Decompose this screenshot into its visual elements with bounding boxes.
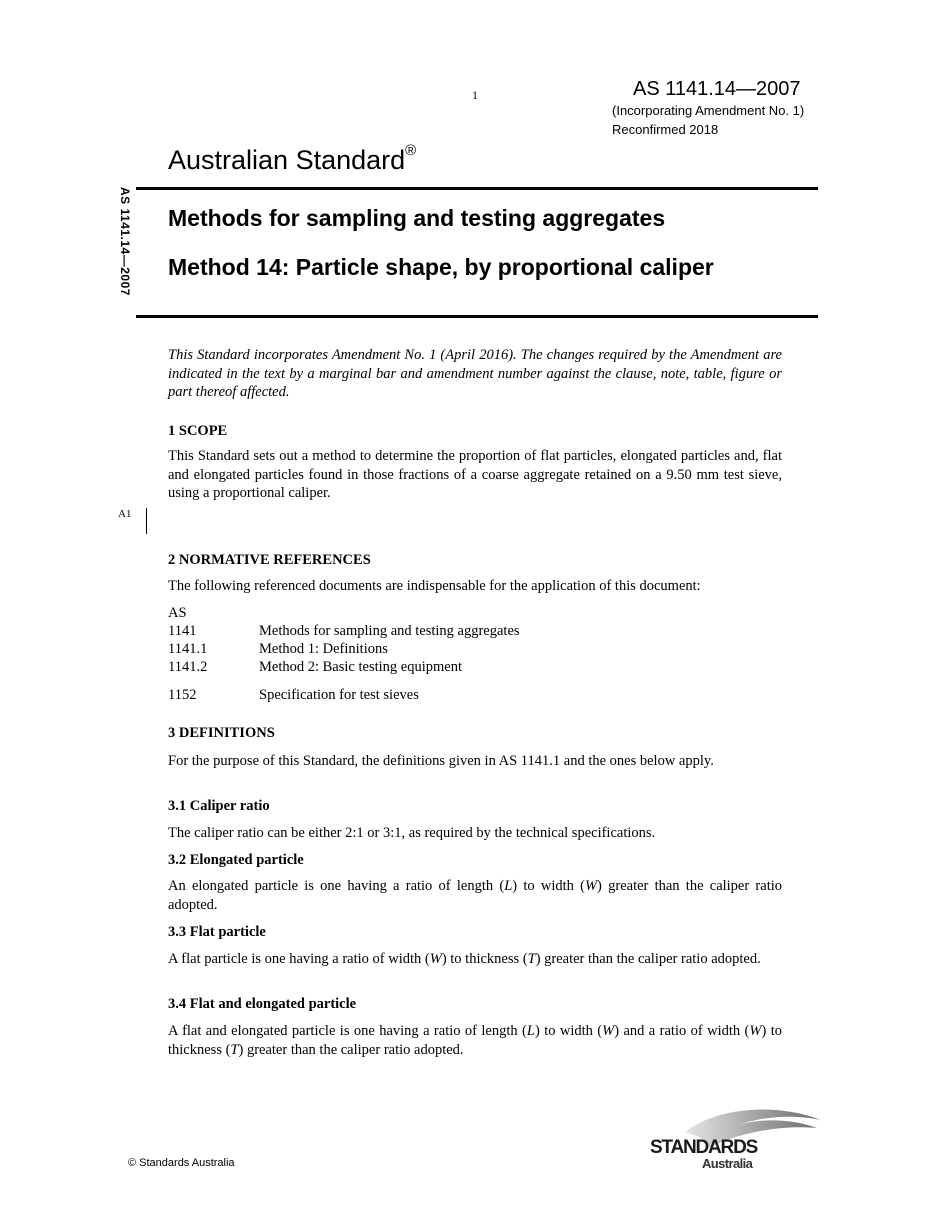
scope-paragraph: This Standard sets out a method to determine the proportion of flat particles, elongated particles and, flat and elongated particles found in those fractions of a coarse aggregate retained on a 9.50 mm test sieve, using a proportional caliper. [168,448,782,501]
reference-code: 1152 [168,687,197,703]
text-run: ) to width ( [534,1023,603,1039]
registered-mark: ® [405,142,417,159]
reference-prefix: AS [168,605,187,621]
document-subtitle: Method 14: Particle shape, by proportional caliper [168,254,714,280]
copyright-notice: © Standards Australia [128,1157,235,1169]
text-run: ) to width ( [512,878,585,894]
reference-title: Method 2: Basic testing equipment [259,659,462,675]
symbol-thickness: T [230,1041,239,1058]
section-heading-normative: 2 NORMATIVE REFERENCES [168,552,371,568]
definition-heading-flat: 3.3 Flat particle [168,924,266,940]
reference-title: Specification for test sieves [259,687,419,703]
amendment-note: (Incorporating Amendment No. 1) [612,103,805,118]
document-title: Methods for sampling and testing aggregates [168,205,666,231]
text-run: A flat and elongated particle is one having a ratio of length ( [168,1023,527,1039]
definition-text-flat-elongated [168,1022,782,1059]
text-run: ) and a ratio of width ( [614,1023,750,1039]
reference-title: Method 1: Definitions [259,641,388,657]
logo-subwordmark: Australia [702,1156,753,1171]
normative-paragraph: The following referenced documents are indispensable for the application of this document: [168,578,701,594]
logo-wordmark: STANDARDS [650,1137,758,1158]
brand-title-text: Australian Standard [168,145,406,175]
reference-code: 1141 [168,623,197,639]
symbol-width: W [584,878,598,894]
amendment-intro: This Standard incorporates Amendment No. 1 (April 2016). The changes required by the Amendment are indicated in the text by a marginal bar and amendment number against the clause, note, table, figure or part thereof affected. [168,347,782,400]
section-heading-scope: 1 SCOPE [168,423,228,439]
definition-heading-flat-elongated: 3.4 Flat and elongated particle [168,996,357,1012]
brand-title [168,142,417,176]
text-run: An elongated particle is one having a ratio of length ( [168,878,505,894]
standard-code: AS 1141.14—2007 [633,78,801,100]
symbol-width: W [749,1023,762,1039]
side-standard-code: AS 1141.14—2007 [118,187,132,296]
text-run: ) to thickness ( [441,951,528,967]
text-run: ) greater than the caliper ratio adopted. [238,1041,464,1058]
reference-title: Methods for sampling and testing aggregates [259,623,520,639]
title-rule-top [136,187,818,190]
definitions-paragraph: For the purpose of this Standard, the definitions given in AS 1141.1 and the ones below apply. [168,753,714,769]
title-rule-bottom [136,315,818,318]
text-run: ) greater than the caliper ratio adopted. [168,878,783,913]
text-run: ) to thickness ( [168,1023,782,1058]
definition-heading-elongated: 3.2 Elongated particle [168,852,304,868]
definition-text-elongated [168,877,782,914]
text-run: A flat particle is one having a ratio of width ( [168,951,430,967]
definition-text-caliper-ratio: The caliper ratio can be either 2:1 or 3:1, as required by the technical specifications. [168,825,656,841]
reference-code: 1141.1 [168,641,208,657]
amendment-margin-label: A1 [118,508,132,520]
amendment-margin-bar [146,508,147,534]
page-number: 1 [472,88,478,102]
section-heading-definitions: 3 DEFINITIONS [168,725,275,741]
reference-code: 1141.2 [168,659,208,675]
reconfirmed-note: Reconfirmed 2018 [612,122,719,137]
symbol-thickness: T [527,951,536,967]
text-run: ) greater than the caliper ratio adopted. [535,951,761,967]
symbol-length: L [504,878,513,894]
definition-text-flat [168,950,782,969]
symbol-width: W [429,951,442,967]
symbol-length: L [526,1023,535,1039]
definition-heading-caliper-ratio: 3.1 Caliper ratio [168,798,270,814]
symbol-width: W [602,1023,615,1039]
